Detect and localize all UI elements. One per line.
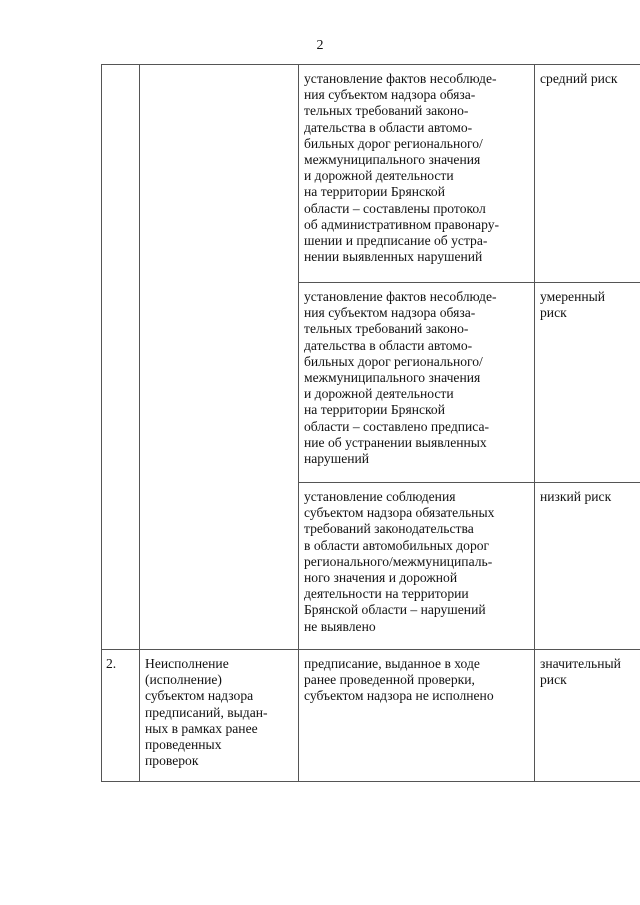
risk-category-cell: значительный риск [535, 650, 640, 782]
risk-category-cell: средний риск [535, 65, 640, 283]
violation-cell [140, 65, 299, 650]
page-number: 2 [316, 38, 324, 53]
row-number-cell [102, 65, 140, 650]
condition-cell: установление соблюдения субъектом надзора обязательных требований законодательства в области автомобильных дорог регионального/межмуниципаль- ного значения и дорожной деятельности на территории Брянской области – нарушений не выявлено [299, 483, 535, 650]
table-row [102, 65, 640, 283]
condition-cell: установление фактов несоблюде- ния субъектом надзора обяза- тельных требований законо- дательства в области автомо- бильных дорог регионального/ межмуниципального значения и дорожной деятельности на территории Брянской области – составлены протокол об административном правонару- шении и предписание об устра- нении выявленных нарушений [299, 65, 535, 283]
condition-cell: установление фактов несоблюде- ния субъектом надзора обяза- тельных требований законо- дательства в области автомо- бильных дорог регионального/ межмуниципального значения и дорожной деятельности на территории Брянской области – составлено предписа- ние об устранении выявленных нарушений [299, 283, 535, 483]
risk-category-cell: низкий риск [535, 483, 640, 650]
row-number-cell: 2. [102, 650, 140, 782]
risk-category-cell: умеренный риск [535, 283, 640, 483]
violation-cell: Неисполнение (исполнение) субъектом надзора предписаний, выдан- ных в рамках ранее проведенных проверок [140, 650, 299, 782]
table-row [102, 650, 640, 782]
condition-cell: предписание, выданное в ходе ранее проведенной проверки, субъектом надзора не исполнено [299, 650, 535, 782]
risk-criteria-table [101, 64, 640, 782]
